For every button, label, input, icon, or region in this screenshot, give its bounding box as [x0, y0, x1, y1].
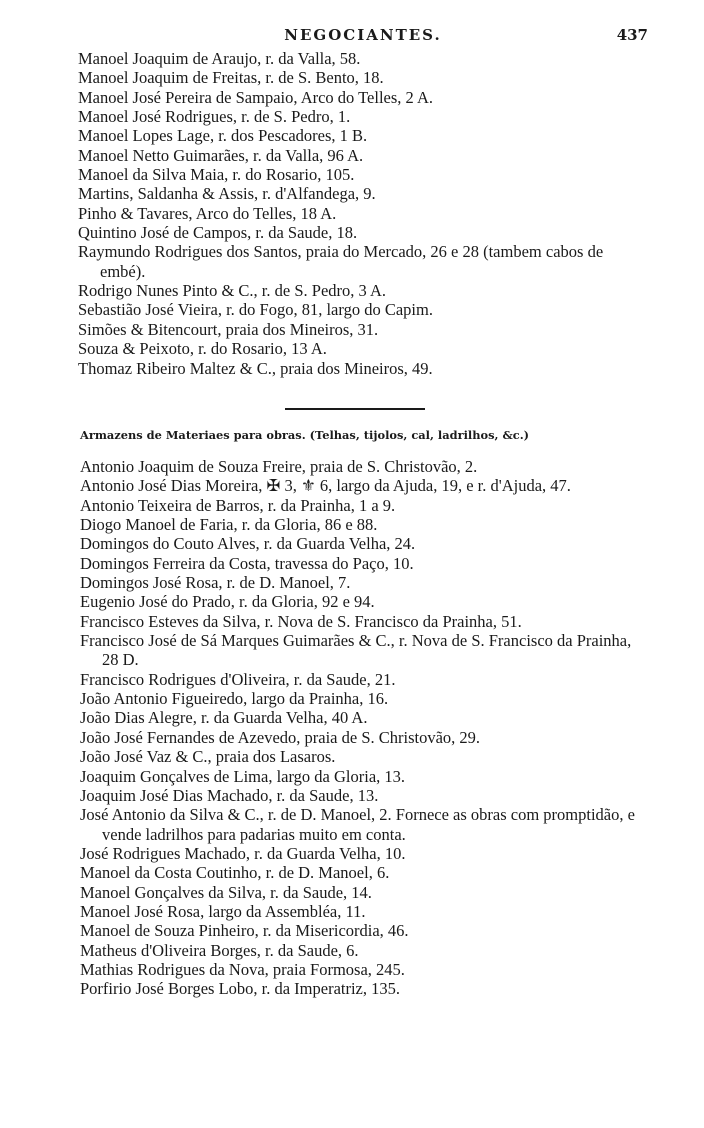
list-item: Manoel José Rodrigues, r. de S. Pedro, 1. — [78, 107, 351, 127]
merchant-list — [78, 49, 648, 378]
list-item: Mathias Rodrigues da Nova, praia Formosa, 245. — [80, 959, 405, 979]
list-item: Matheus d'Oliveira Borges, r. da Saude, 6. — [80, 940, 359, 960]
list-item: Antonio Joaquim de Souza Freire, praia de S. Christovão, 2. — [80, 457, 478, 476]
list-item: João José Vaz & C., praia dos Lasaros. — [80, 747, 336, 767]
list-item: Domingos do Couto Alves, r. da Guarda Velha, 24. — [80, 534, 416, 554]
page-title: NEGOCIANTES. — [284, 26, 442, 44]
list-item: Manoel Gonçalves da Silva, r. da Saude, 14. — [80, 882, 372, 902]
list-item: Francisco Esteves da Silva, r. Nova de S. Francisco da Prainha, 51. — [80, 611, 522, 631]
list-item: Domingos José Rosa, r. de D. Manoel, 7. — [80, 573, 351, 593]
building-materials-list — [80, 457, 650, 999]
list-item: Francisco José de Sá Marques Guimarães & C., r. Nova de S. Francisco da Prainha, 28 D. — [80, 631, 632, 670]
list-item: Porfirio José Borges Lobo, r. da Imperatriz, 135. — [80, 979, 401, 999]
list-item: Simões & Bitencourt, praia dos Mineiros, 31. — [78, 319, 379, 339]
list-item: Rodrigo Nunes Pinto & C., r. de S. Pedro, 3 A. — [78, 281, 387, 301]
section-heading: Armazens de Materiaes para obras. (Telhas, tijolos, cal, ladrilhos, &c.) — [80, 428, 530, 442]
list-item: Antonio José Dias Moreira, ✠ 3, ⚜ 6, largo da Ajuda, 19, e r. d'Ajuda, 47. — [80, 476, 571, 496]
list-item: Manoel de Souza Pinheiro, r. da Misericordia, 46. — [80, 921, 409, 941]
list-item: João Antonio Figueiredo, largo da Prainha, 16. — [80, 689, 389, 709]
list-item: João José Fernandes de Azevedo, praia de S. Christovão, 29. — [80, 727, 481, 747]
list-item: Thomaz Ribeiro Maltez & C., praia dos Mineiros, 49. — [78, 358, 433, 378]
list-item: Manoel da Silva Maia, r. do Rosario, 105. — [78, 165, 355, 185]
list-item: Pinho & Tavares, Arco do Telles, 18 A. — [78, 203, 337, 223]
list-item: Manoel Netto Guimarães, r. da Valla, 96 A. — [78, 145, 364, 165]
list-item: Manoel José Pereira de Sampaio, Arco do Telles, 2 A. — [78, 87, 434, 107]
list-item: Diogo Manoel de Faria, r. da Gloria, 86 e 88. — [80, 515, 378, 535]
list-item: Francisco Rodrigues d'Oliveira, r. da Saude, 21. — [80, 669, 396, 689]
list-item: Raymundo Rodrigues dos Santos, praia do Mercado, 26 e 28 (tambem cabos de embé). — [78, 242, 604, 281]
list-item: Manoel Joaquim de Araujo, r. da Valla, 58. — [78, 49, 361, 68]
running-header — [78, 26, 648, 48]
list-item: José Antonio da Silva & C., r. de D. Manoel, 2. Fornece as obras com promptidão, e vende ladrilhos para padarias muito em conta. — [80, 805, 635, 844]
list-item: Eugenio José do Prado, r. da Gloria, 92 e 94. — [80, 592, 375, 612]
list-item: Joaquim José Dias Machado, r. da Saude, 13. — [80, 785, 379, 805]
list-item: Martins, Saldanha & Assis, r. d'Alfandega, 9. — [78, 184, 376, 204]
list-item: Manoel Lopes Lage, r. dos Pescadores, 1 B. — [78, 126, 368, 146]
list-item: Domingos Ferreira da Costa, travessa do Paço, 10. — [80, 553, 414, 573]
list-item: Joaquim Gonçalves de Lima, largo da Gloria, 13. — [80, 766, 406, 786]
list-item: Quintino José de Campos, r. da Saude, 18. — [78, 223, 358, 243]
list-item: Manoel José Rosa, largo da Assembléa, 11. — [80, 901, 366, 921]
page-number: 437 — [616, 26, 648, 44]
list-item: Sebastião José Vieira, r. do Fogo, 81, largo do Capim. — [78, 300, 433, 320]
list-item: Souza & Peixoto, r. do Rosario, 13 A. — [78, 339, 327, 359]
list-item: Manoel Joaquim de Freitas, r. de S. Bento, 18. — [78, 68, 384, 88]
list-item: Antonio Teixeira de Barros, r. da Prainha, 1 a 9. — [80, 495, 396, 515]
list-item: Manoel da Costa Coutinho, r. de D. Manoel, 6. — [80, 863, 390, 883]
list-item: João Dias Alegre, r. da Guarda Velha, 40 A. — [80, 708, 368, 728]
section-divider — [285, 408, 425, 410]
list-item: José Rodrigues Machado, r. da Guarda Velha, 10. — [80, 843, 406, 863]
